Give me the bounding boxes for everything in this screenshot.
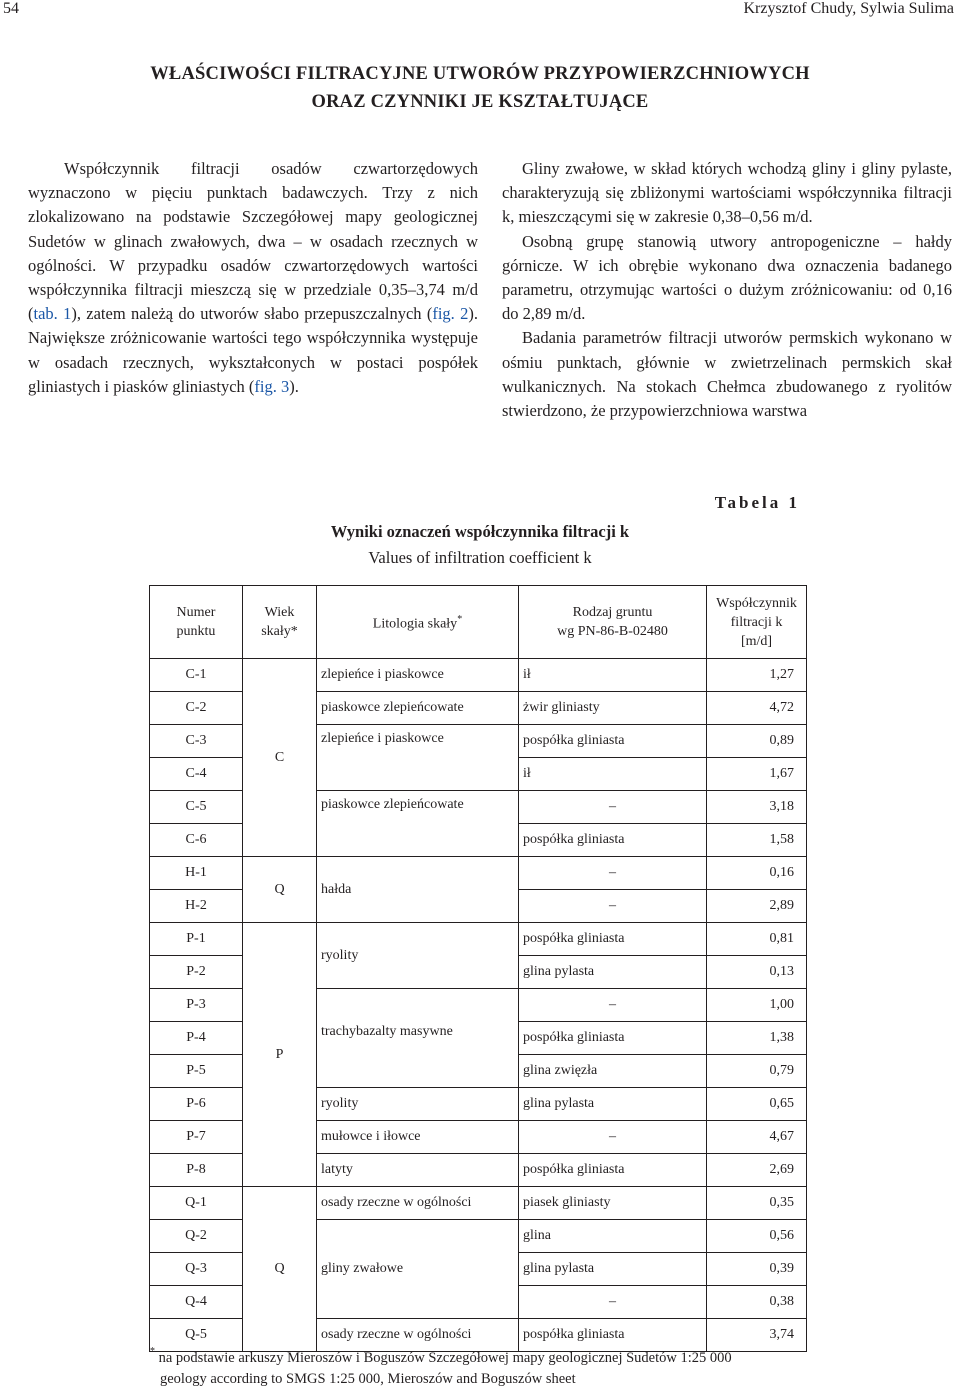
figure-3-reference-link[interactable]: fig. 3 <box>254 376 290 396</box>
table-cell: Q-1 <box>150 1187 243 1220</box>
table-cell: P-2 <box>150 956 243 989</box>
table-footnote <box>150 1343 732 1390</box>
table-cell: C-6 <box>150 824 243 857</box>
running-header <box>0 0 960 22</box>
table-cell: ryolity <box>317 1088 519 1121</box>
table-cell: trachybazalty masywne <box>317 989 519 1088</box>
header-lithology: Litologia skały* <box>317 586 519 659</box>
table-cell: P-6 <box>150 1088 243 1121</box>
table-cell: H-2 <box>150 890 243 923</box>
figure-2-reference-link[interactable]: fig. 2 <box>432 304 469 324</box>
table-cell: P-4 <box>150 1022 243 1055</box>
table-cell: glina <box>519 1220 707 1253</box>
table-cell: pospółka gliniasta <box>519 824 707 857</box>
table-cell: piasek gliniasty <box>519 1187 707 1220</box>
page-number: 54 <box>3 0 19 17</box>
table-cell: C-5 <box>150 791 243 824</box>
age-cell: P <box>243 923 317 1187</box>
table-cell: – <box>519 857 707 890</box>
table-cell: – <box>519 1121 707 1154</box>
table-cell: pospółka gliniasta <box>519 1319 707 1352</box>
table-cell: piaskowce zlepieńcowate <box>317 692 519 725</box>
table-cell: 0,38 <box>707 1286 807 1319</box>
table-cell: ił <box>519 758 707 791</box>
table-reference-link[interactable]: tab. 1 <box>33 304 72 324</box>
table-cell: pospółka gliniasta <box>519 725 707 758</box>
table-cell: P-3 <box>150 989 243 1022</box>
table-row <box>150 857 807 890</box>
table-cell: 0,13 <box>707 956 807 989</box>
left-paragraph: Współczynnik filtracji osadów czwartorzędowych wyznaczono w pięciu punktach badawczych. Trzy z nich zlokalizowano na podstawie Szczegółowej mapy geologicznej Sudetów w glinach zwałowych, dwa – w osadach rzecznych w ogólności. W przypadku osadów czwartorzędowych wartości współczynnika filtracji mieszczą się w przedziale 0,35–3,74 m/d (tab. 1), zatem należą do utworów słabo przepuszczalnych (fig. 2). Największe zróżnicowanie wartości tego współczynnika występuje w osadach rzecznych, wykształconych w postaci pospółek gliniastych i piasków gliniastych (fig. 3). <box>28 159 478 396</box>
table-cell: glina pylasta <box>519 956 707 989</box>
table-cell: 1,00 <box>707 989 807 1022</box>
table-cell: hałda <box>317 857 519 923</box>
footnote-line-1: * na podstawie arkuszy Mieroszów i Boguszów Szczegółowej mapy geologicznej Sudetów 1:25 000 <box>150 1346 732 1366</box>
table-cell: P-1 <box>150 923 243 956</box>
table-cell: Q-2 <box>150 1220 243 1253</box>
table-cell: gliny zwałowe <box>317 1220 519 1319</box>
table-cell: 1,27 <box>707 659 807 692</box>
table-caption-english: Values of infiltration coefficient k <box>368 548 592 567</box>
right-paragraph-1: Gliny zwałowe, w skład których wchodzą gliny i gliny pylaste, charakteryzują się zbliżonymi wartościami współczynnika filtracji k, mieszczącymi się w zakresie 0,38–0,56 m/d. <box>502 159 952 227</box>
header-age: Wiek skały* <box>243 586 317 659</box>
table-cell: H-1 <box>150 857 243 890</box>
table-cell: 0,56 <box>707 1220 807 1253</box>
table-cell: 0,65 <box>707 1088 807 1121</box>
header-coefficient: Współczynnik filtracji k [m/d] <box>707 586 807 659</box>
table-cell: 0,89 <box>707 725 807 758</box>
table-cell: latyty <box>317 1154 519 1187</box>
age-cell: Q <box>243 1187 317 1352</box>
table-cell: 1,38 <box>707 1022 807 1055</box>
table-cell: 0,79 <box>707 1055 807 1088</box>
table-cell: Q-5 <box>150 1319 243 1352</box>
header-soil-type: Rodzaj gruntu wg PN-86-B-02480 <box>519 586 707 659</box>
table-cell: ił <box>519 659 707 692</box>
age-cell: Q <box>243 857 317 923</box>
table-cell: 3,74 <box>707 1319 807 1352</box>
table-cell: mułowce i iłowce <box>317 1121 519 1154</box>
article-title-line-2: ORAZ CZYNNIKI JE KSZTAŁTUJĄCE <box>311 92 649 112</box>
table-cell: 0,35 <box>707 1187 807 1220</box>
table-cell: P-8 <box>150 1154 243 1187</box>
table-cell: 3,18 <box>707 791 807 824</box>
table-cell: piaskowce zlepieńcowate <box>317 791 519 857</box>
table-cell: pospółka gliniasta <box>519 1154 707 1187</box>
header-point: Numer punktu <box>150 586 243 659</box>
table-cell: 2,89 <box>707 890 807 923</box>
table-cell: 2,69 <box>707 1154 807 1187</box>
table-cell: 1,67 <box>707 758 807 791</box>
filtration-table <box>149 585 807 1352</box>
table-cell: zlepieńce i piaskowce <box>317 659 519 692</box>
table-cell: – <box>519 890 707 923</box>
table-cell: zlepieńce i piaskowce <box>317 725 519 791</box>
running-authors: Krzysztof Chudy, Sylwia Sulima <box>743 0 954 17</box>
table-cell: C-4 <box>150 758 243 791</box>
table-cell: C-1 <box>150 659 243 692</box>
table-label: Tabela 1 <box>714 493 800 512</box>
table-cell: osady rzeczne w ogólności <box>317 1319 519 1352</box>
left-column <box>28 157 478 399</box>
table-cell: C-2 <box>150 692 243 725</box>
table-cell: 4,67 <box>707 1121 807 1154</box>
table-header-row <box>150 586 807 659</box>
table-cell: 0,39 <box>707 1253 807 1286</box>
age-cell: C <box>243 659 317 857</box>
article-title-line-1: WŁAŚCIWOŚCI FILTRACYJNE UTWORÓW PRZYPOWIERZCHNIOWYCH <box>150 64 810 84</box>
table-cell: glina pylasta <box>519 1253 707 1286</box>
table-cell: P-5 <box>150 1055 243 1088</box>
right-paragraph-3: Badania parametrów filtracji utworów permskich wykonano w ośmiu punktach, głównie w zwietrzelinach permskich skał wulkanicznych. Na stokach Chełmca zbudowanego z ryolitów stwierdzono, że przypowierzchniowa warstwa <box>502 328 952 421</box>
table-cell: ryolity <box>317 923 519 989</box>
table-cell: 1,58 <box>707 824 807 857</box>
table-cell: 0,16 <box>707 857 807 890</box>
table-row <box>150 923 807 956</box>
table-cell: osady rzeczne w ogólności <box>317 1187 519 1220</box>
table-cell: Q-3 <box>150 1253 243 1286</box>
table-cell: Q-4 <box>150 1286 243 1319</box>
table-cell: glina pylasta <box>519 1088 707 1121</box>
table-cell: glina zwięzła <box>519 1055 707 1088</box>
table-cell: P-7 <box>150 1121 243 1154</box>
table-cell: – <box>519 791 707 824</box>
table-cell: 4,72 <box>707 692 807 725</box>
table-row <box>150 659 807 692</box>
table-cell: – <box>519 989 707 1022</box>
table-cell: – <box>519 1286 707 1319</box>
table-cell: żwir gliniasty <box>519 692 707 725</box>
right-column <box>502 157 952 423</box>
table-cell: 0,81 <box>707 923 807 956</box>
table-caption-polish: Wyniki oznaczeń współczynnika filtracji k <box>330 522 630 541</box>
table-cell: pospółka gliniasta <box>519 1022 707 1055</box>
right-paragraph-2: Osobną grupę stanowią utwory antropogeniczne – hałdy górnicze. W ich obrębie wykonano dwa oznaczenia badanego parametru, otrzymując wartości o dużym zróżnicowaniu: od 0,16 do 2,89 m/d. <box>502 231 952 324</box>
table-cell: pospółka gliniasta <box>519 923 707 956</box>
table-row <box>150 1187 807 1220</box>
table-cell: C-3 <box>150 725 243 758</box>
footnote-line-2: geology according to SMGS 1:25 000, Mieroszów and Boguszów sheet <box>160 1370 576 1387</box>
